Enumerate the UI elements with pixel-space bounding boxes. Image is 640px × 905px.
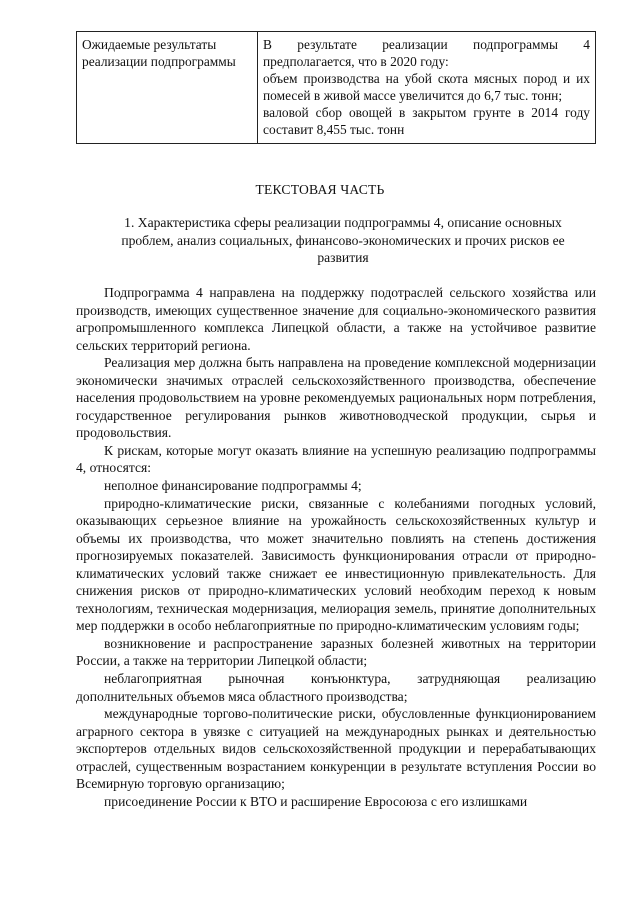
paragraph: присоединение России к ВТО и расширение Евросоюза с его излишками	[104, 793, 528, 809]
table-value-cell	[258, 32, 596, 144]
table-row	[77, 32, 596, 144]
paragraph: природно-климатические риски, связанные с колебаниями погодных условий, оказывающих серьезное влияние на урожайность сельскохозяйственных культур и объемы их производства, что может значительно повлиять на степень достижения прогнозируемых показателей. Зависимость функционирования отрасли от природно-климатических условий также снижает ее инвестиционную привлекательность. Для снижения рисков от природно-климатических условий необходим переход к новым технологиям, техническая модернизация, мелиорация земель, принятие дополнительных мер поддержки в особо неблагоприятные по природно-климатическим условиям годы;	[76, 495, 596, 634]
paragraph: возникновение и распространение заразных болезней животных на территории России, а также на территории Липецкой области;	[76, 635, 596, 669]
paragraph: неблагоприятная рыночная конъюнктура, затрудняющая реализацию дополнительных объемов мяса областного производства;	[76, 671, 596, 704]
body-text	[76, 284, 596, 810]
expected-results-table	[76, 31, 596, 144]
paragraph: неполное финансирование подпрограммы 4;	[104, 478, 362, 494]
section-title: ТЕКСТОВАЯ ЧАСТЬ	[255, 182, 385, 197]
section-subheading: 1. Характеристика сферы реализации подпрограммы 4, описание основных проблем, анализ социальных, финансово-экономических и прочих рисков ее развития	[121, 215, 565, 265]
paragraph: К рискам, которые могут оказать влияние на успешную реализацию подпрограммы 4, относятся:	[76, 442, 596, 476]
paragraph: международные торгово-политические риски, обусловленные функционированием аграрного сектора в увязке с ситуацией на международных рынках и деятельностью экспортеров отдельных видов сельскохозяйственной продукции и перерабатывающих отраслей, существенным возрастанием конкуренции в результате вступления России во Всемирную торговую организацию;	[76, 706, 596, 792]
table-value-line: В результате реализации подпрограммы 4 предполагается, что в 2020 году:	[263, 37, 590, 69]
table-label-cell: Ожидаемые результаты реализации подпрограммы	[77, 32, 258, 144]
paragraph: Реализация мер должна быть направлена на проведение комплексной модернизации экономически значимых отраслей сельскохозяйственного производства, обеспечение населения продовольствием на уровне рекомендуемых рациональных норм потребления, государственное регулирования рынков животноводческой продукции, сырья и продовольствия.	[76, 355, 596, 441]
table-value-line: объем производства на убой скота мясных пород и их помесей в живой массе увеличится до 6,7 тыс. тонн;	[263, 71, 590, 103]
paragraph: Подпрограмма 4 направлена на поддержку подотраслей сельского хозяйства или производств, имеющих существенное значение для социально-экономического развития агропромышленного комплекса Липецкой области, а также на устойчивое развитие сельских территорий региона.	[76, 285, 596, 353]
table-value-line: валовой сбор овощей в закрытом грунте в 2014 году составит 8,455 тыс. тонн	[263, 105, 590, 137]
